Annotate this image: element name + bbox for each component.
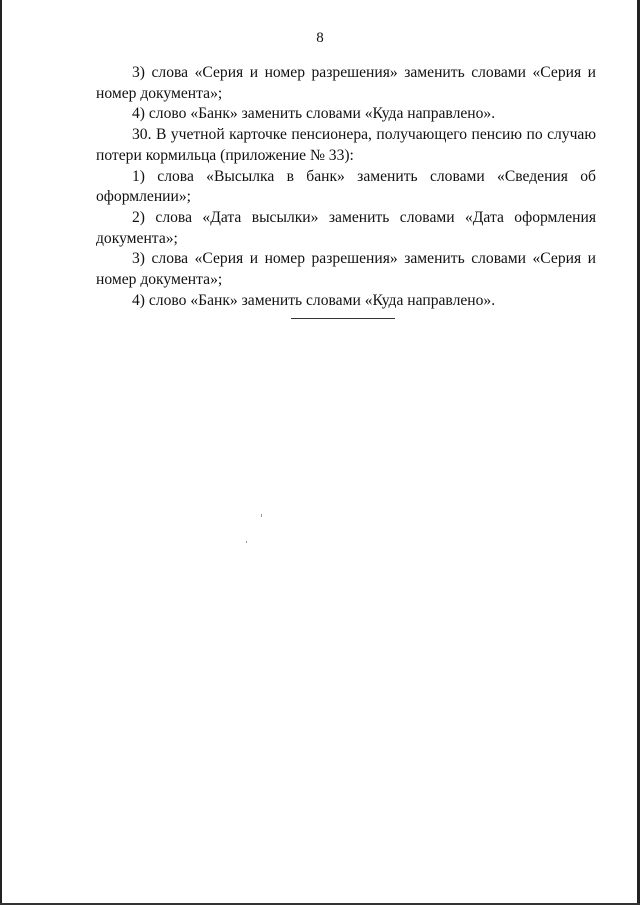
page-number: 8	[316, 30, 324, 46]
end-separator-line	[291, 318, 395, 319]
paragraph-item-3-seria: 3) слова «Серия и номер разрешения» заменить словами «Серия и номер документа»;	[96, 64, 596, 102]
paragraph-point-30: 30. В учетной карточке пенсионера, получающего пенсию по случаю потери кормильца (приложение № 33):	[96, 126, 596, 164]
paragraph-item-2-data: 2) слова «Дата высылки» заменить словами «Дата оформления документа»;	[96, 208, 596, 247]
scan-speck	[261, 514, 262, 517]
paragraph-item-3-seria-repeat: 3) слова «Серия и номер разрешения» заменить словами «Серия и номер документа»;	[96, 250, 596, 289]
scan-edge-left	[0, 0, 2, 905]
paragraph-item-4-bank-repeat: 4) слово «Банк» заменить словами «Куда направлено».	[132, 291, 496, 309]
paragraph-item-1-vysylka: 1) слова «Высылка в банк» заменить словами «Сведения об оформлении»;	[96, 167, 596, 206]
paragraph-item-4-bank: 4) слово «Банк» заменить словами «Куда направлено».	[132, 105, 496, 123]
document-body	[96, 63, 596, 311]
scan-speck	[246, 541, 247, 543]
